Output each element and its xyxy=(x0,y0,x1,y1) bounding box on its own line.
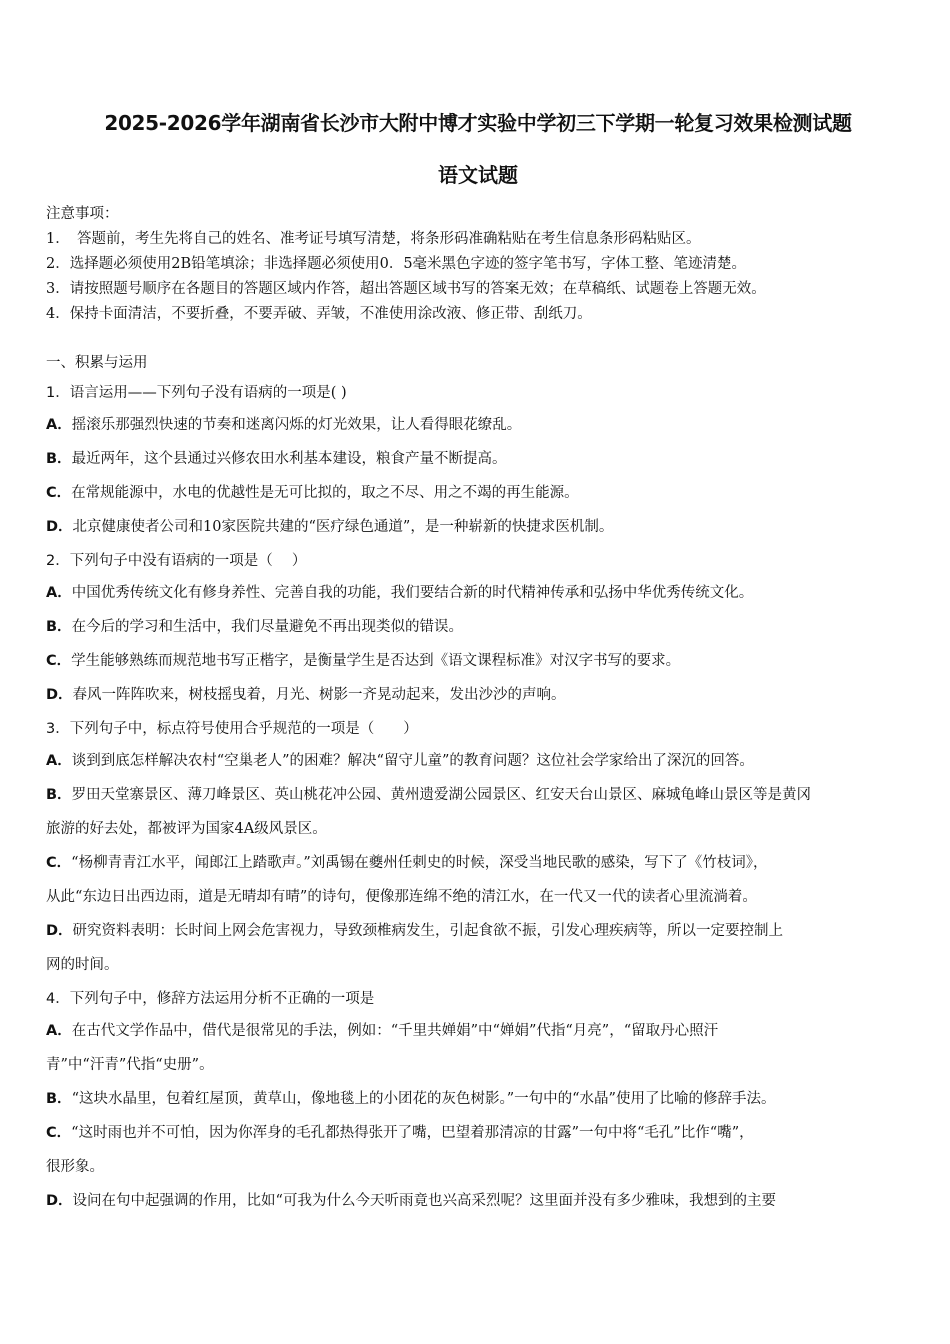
option-a xyxy=(46,744,910,778)
option-c xyxy=(46,1116,910,1150)
option-letter: B． xyxy=(46,787,72,803)
option-letter: B． xyxy=(46,451,72,467)
option-c xyxy=(46,846,910,880)
question-stem xyxy=(46,984,910,1014)
option-text: 北京健康使者公司和10家医院共建的“医疗绿色通道”，是一种崭新的快捷求医机制。 xyxy=(72,519,614,535)
option-d xyxy=(46,914,910,948)
notice-item: 3．请按照题号顺序在各题目的答题区域内作答，超出答题区域书写的答案无效；在草稿纸、试题卷上答题无效。 xyxy=(46,281,766,297)
option-d-continued: 网的时间。 xyxy=(46,957,119,973)
option-c xyxy=(46,476,910,510)
option-letter: A． xyxy=(46,1023,72,1039)
option-letter: D． xyxy=(46,687,73,703)
option-text: 罗田天堂寨景区、薄刀峰景区、英山桃花冲公园、黄州遗爱湖公园景区、红安天台山景区、麻城龟峰山景区等是黄冈 xyxy=(71,787,812,803)
page-subtitle: 语文试题 xyxy=(438,163,518,187)
option-text: 设问在句中起强调的作用，比如“可我为什么今天听雨竟也兴高采烈呢？这里面并没有多少雅味，我想到的主要 xyxy=(72,1193,776,1209)
notice-item: 4．保持卡面清洁，不要折叠，不要弄破、弄皱，不准使用涂改液、修正带、刮纸刀。 xyxy=(46,306,592,322)
notice-item: 2．选择题必须使用2B铅笔填涂；非选择题必须使用0．5毫米黑色字迹的签字笔书写，字体工整、笔迹清楚。 xyxy=(46,256,747,272)
option-a-continued: 青”中“汗青”代指“史册”。 xyxy=(46,1057,214,1073)
option-text: 在古代文学作品中，借代是很常见的手法，例如：“千里共婵娟”中“婵娟”代指“月亮”，“留取丹心照汗 xyxy=(71,1023,719,1039)
option-a xyxy=(46,1014,910,1048)
option-text: 摇滚乐那强烈快速的节奏和迷离闪烁的灯光效果，让人看得眼花缭乱。 xyxy=(71,417,522,433)
option-a xyxy=(46,576,910,610)
option-c xyxy=(46,644,910,678)
option-letter: C． xyxy=(46,653,72,669)
question-number: 4． xyxy=(46,991,70,1007)
option-b xyxy=(46,610,910,644)
question-stem xyxy=(46,378,910,408)
question-stem xyxy=(46,714,910,744)
option-d xyxy=(46,1184,910,1218)
question-text: 下列句子中，标点符号使用合乎规范的一项是（ ） xyxy=(69,721,418,737)
section-heading: 一、积累与运用 xyxy=(46,355,148,371)
option-letter: A． xyxy=(46,417,72,433)
option-letter: B． xyxy=(46,1091,72,1107)
option-letter: A． xyxy=(46,585,72,601)
option-text: 在常规能源中，水电的优越性是无可比拟的，取之不尽、用之不竭的再生能源。 xyxy=(71,485,579,501)
question-text: 下列句子中，修辞方法运用分析不正确的一项是 xyxy=(69,991,375,1007)
notice-heading: 注意事项： xyxy=(46,206,119,222)
option-c-continued: 从此“东边日出西边雨，道是无晴却有晴”的诗句，便像那连绵不绝的清江水，在一代又一代的读者心里流淌着。 xyxy=(46,889,757,905)
notice-block xyxy=(46,202,910,327)
question-2 xyxy=(46,546,910,712)
option-text: “杨柳青青江水平，闻郎江上踏歌声。”刘禹锡在夔州任刺史的时候，深受当地民歌的感染，写下了《竹枝词》， xyxy=(71,855,768,871)
option-text: “这块水晶里，包着红屋顶，黄草山，像地毯上的小团花的灰色树影。”一句中的“水晶”使用了比喻的修辞手法。 xyxy=(71,1091,776,1107)
option-text: 春风一阵阵吹来，树枝摇曳着，月光、树影一齐晃动起来，发出沙沙的声响。 xyxy=(72,687,566,703)
option-a xyxy=(46,408,910,442)
option-letter: A． xyxy=(46,753,72,769)
question-1 xyxy=(46,378,910,544)
option-d xyxy=(46,678,910,712)
option-text: “这时雨也并不可怕，因为你浑身的毛孔都热得张开了嘴，巴望着那清凉的甘露”一句中将“毛孔”比作“嘴”， xyxy=(71,1125,754,1141)
option-b xyxy=(46,778,910,812)
option-b xyxy=(46,442,910,476)
question-stem xyxy=(46,546,910,576)
page-title: 2025-2026学年湖南省长沙市大附中博才实验中学初三下学期一轮复习效果检测试题 xyxy=(104,111,852,135)
option-letter: D． xyxy=(46,1193,73,1209)
option-text: 学生能够熟练而规范地书写正楷字，是衡量学生是否达到《语文课程标准》对汉字书写的要求。 xyxy=(71,653,681,669)
question-text: 语言运用——下列句子没有语病的一项是( ) xyxy=(69,385,347,401)
notice-item: 1． 答题前，考生先将自己的姓名、准考证号填写清楚，将条形码准确粘贴在考生信息条形码粘贴区。 xyxy=(46,231,701,247)
option-letter: C． xyxy=(46,485,72,501)
question-number: 2． xyxy=(46,553,70,569)
question-3 xyxy=(46,714,910,982)
option-letter: D． xyxy=(46,923,73,939)
option-b xyxy=(46,1082,910,1116)
option-c-continued: 很形象。 xyxy=(46,1159,104,1175)
question-number: 3． xyxy=(46,721,70,737)
option-text: 最近两年，这个县通过兴修农田水利基本建设，粮食产量不断提高。 xyxy=(71,451,507,467)
option-text: 中国优秀传统文化有修身养性、完善自我的功能，我们要结合新的时代精神传承和弘扬中华优秀传统文化。 xyxy=(71,585,754,601)
option-text: 研究资料表明：长时间上网会危害视力，导致颈椎病发生，引起食欲不振，引发心理疾病等，所以一定要控制上 xyxy=(72,923,784,939)
option-d xyxy=(46,510,910,544)
option-letter: C． xyxy=(46,855,72,871)
option-letter: B． xyxy=(46,619,72,635)
question-number: 1． xyxy=(46,385,70,401)
option-letter: D． xyxy=(46,519,73,535)
question-text: 下列句子中没有语病的一项是（ ） xyxy=(69,553,307,569)
question-4 xyxy=(46,984,910,1218)
option-b-continued: 旅游的好去处，都被评为国家4A级风景区。 xyxy=(46,821,327,837)
option-text: 谈到到底怎样解决农村“空巢老人”的困难？解决“留守儿童”的教育问题？这位社会学家给出了深沉的回答。 xyxy=(71,753,754,769)
option-text: 在今后的学习和生活中，我们尽量避免不再出现类似的错误。 xyxy=(71,619,464,635)
option-letter: C． xyxy=(46,1125,72,1141)
